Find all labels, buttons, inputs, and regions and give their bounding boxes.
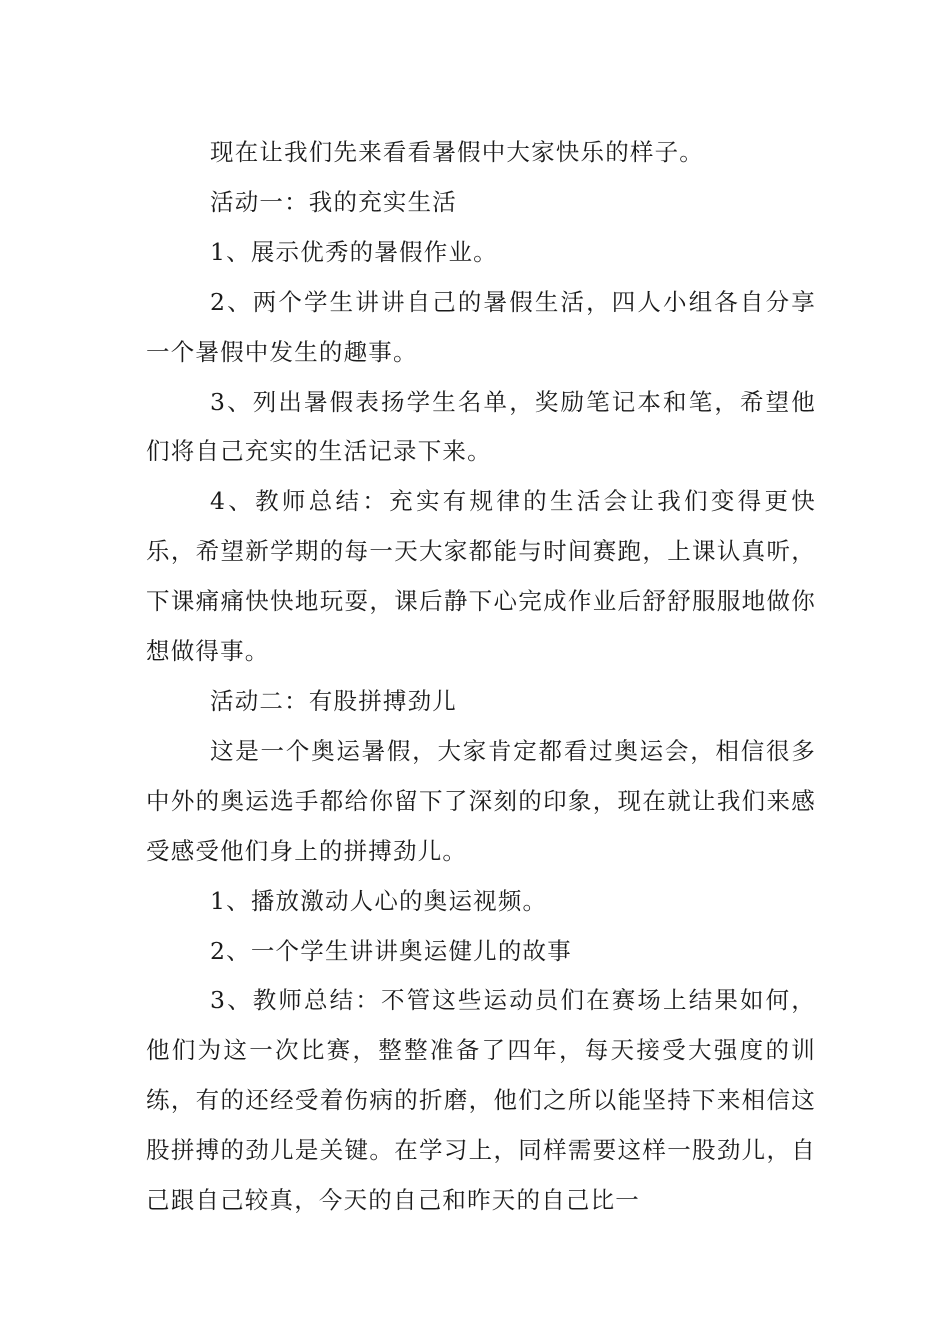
paragraph-activity-two-intro: 这是一个奥运暑假，大家肯定都看过奥运会，相信很多中外的奥运选手都给你留下了深刻的印象，现在就让我们来感受感受他们身上的拼搏劲儿。 — [146, 736, 816, 865]
list-item-activity-two-3: 3、教师总结：不管这些运动员们在赛场上结果如何，他们为这一次比赛，整整准备了四年，每天接受大强度的训练，有的还经受着伤病的折磨，他们之所以能坚持下来相信这股拼搏的劲儿是关键。在学习上，同样需要这样一股劲儿，自己跟自己较真，今天的自己和昨天的自己比一 — [146, 986, 816, 1215]
list-item-activity-one-1: 1、展示优秀的暑假作业。 — [210, 237, 498, 266]
list-item-activity-one-2: 2、两个学生讲讲自己的暑假生活，四人小组各自分享一个暑假中发生的趣事。 — [146, 287, 816, 366]
list-item-activity-two-1: 1、播放激动人心的奥运视频。 — [210, 886, 548, 915]
list-item-activity-one-3: 3、列出暑假表扬学生名单，奖励笔记本和笔，希望他们将自己充实的生活记录下来。 — [146, 387, 816, 466]
heading-activity-two: 活动二：有股拼搏劲儿 — [210, 686, 457, 715]
list-item-activity-one-4: 4、教师总结：充实有规律的生活会让我们变得更快乐，希望新学期的每一天大家都能与时间赛跑，上课认真听，下课痛痛快快地玩耍，课后静下心完成作业后舒舒服服地做你想做得事。 — [146, 487, 816, 666]
paragraph-intro: 现在让我们先来看看暑假中大家快乐的样子。 — [210, 138, 704, 166]
document-body — [146, 128, 816, 1226]
list-item-activity-two-2: 2、一个学生讲讲奥运健儿的故事 — [210, 936, 572, 965]
heading-activity-one: 活动一：我的充实生活 — [210, 187, 457, 216]
